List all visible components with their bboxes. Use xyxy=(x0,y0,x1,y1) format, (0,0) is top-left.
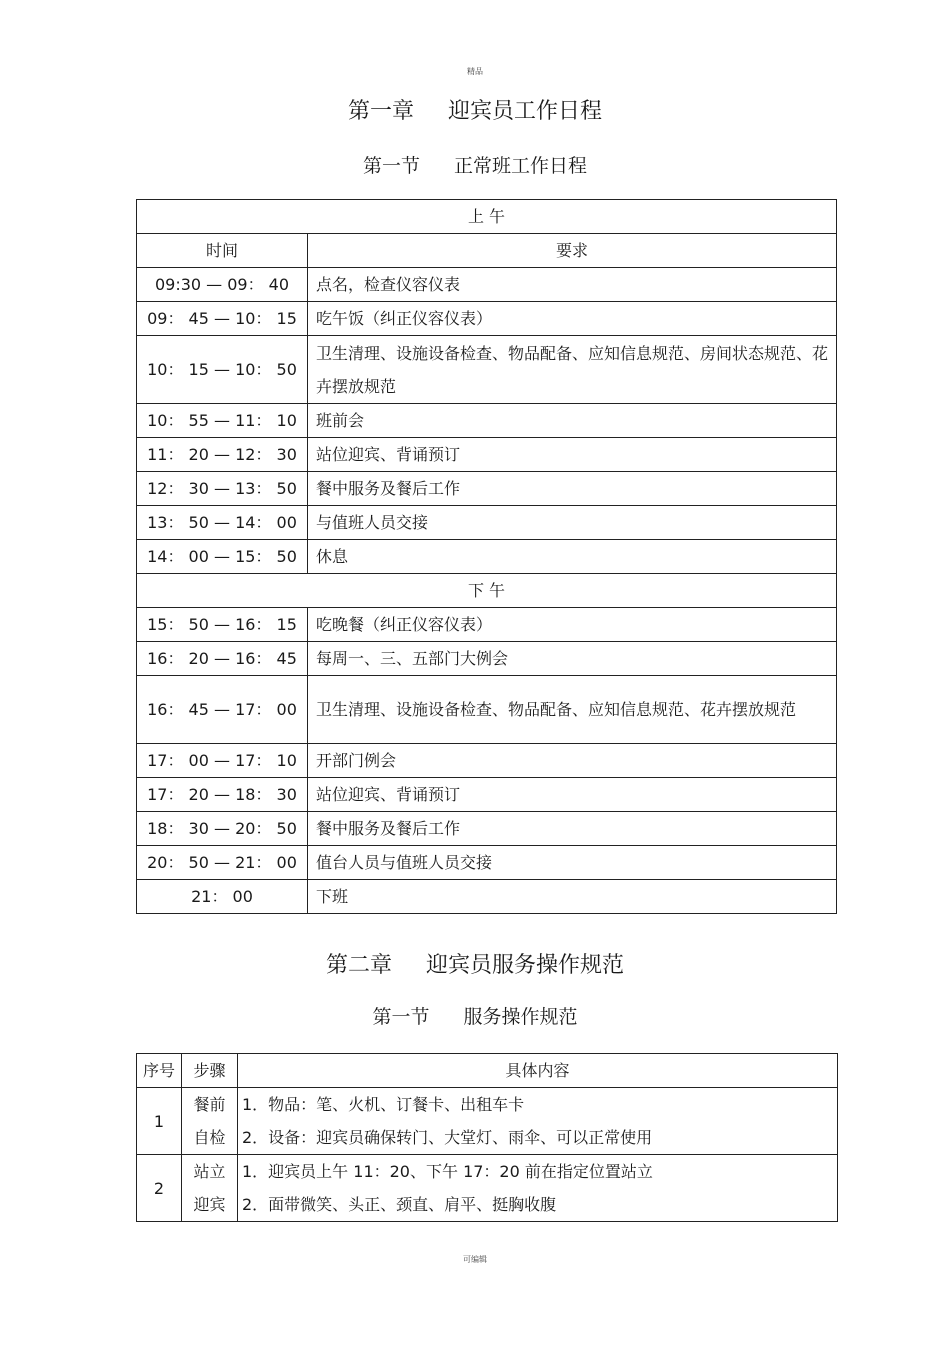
time-cell: 10： 15 — 10： 50 xyxy=(137,336,308,404)
requirement-cell: 站位迎宾、背诵预订 xyxy=(308,438,837,472)
content-cell xyxy=(238,1155,838,1222)
chapter2-title: 迎宾员服务操作规范 xyxy=(426,953,625,978)
content-cell xyxy=(238,1088,838,1155)
table-row xyxy=(137,1155,838,1222)
requirement-cell: 每周一、三、五部门大例会 xyxy=(308,642,837,676)
requirement-cell: 值台人员与值班人员交接 xyxy=(308,846,837,880)
chapter2-number: 第二章 xyxy=(325,953,392,978)
requirement-cell: 餐中服务及餐后工作 xyxy=(308,472,837,506)
col-header-step: 步骤 xyxy=(182,1054,238,1088)
table-row xyxy=(137,812,837,846)
footer-watermark: 可编辑 xyxy=(463,1255,487,1264)
col-header-time: 时间 xyxy=(137,234,308,268)
table-row xyxy=(137,302,837,336)
time-cell: 17： 00 — 17： 10 xyxy=(137,744,308,778)
service-table xyxy=(136,1053,838,1222)
morning-label: 上 午 xyxy=(137,200,837,234)
step-cell xyxy=(182,1155,238,1222)
number-cell: 1 xyxy=(137,1088,182,1155)
step-line: 餐前 xyxy=(193,1095,226,1114)
col-header-content: 具体内容 xyxy=(238,1054,838,1088)
step-line: 迎宾 xyxy=(193,1195,226,1214)
table-row xyxy=(137,880,837,914)
step-line: 自检 xyxy=(193,1128,226,1147)
table-row xyxy=(137,404,837,438)
table-row xyxy=(137,1088,838,1155)
requirement-cell: 卫生清理、设施设备检查、物品配备、应知信息规范、花卉摆放规范 xyxy=(308,676,837,744)
time-cell: 17： 20 — 18： 30 xyxy=(137,778,308,812)
section2-heading xyxy=(0,1002,950,1029)
number-cell: 2 xyxy=(137,1155,182,1222)
requirement-cell: 吃午饭（纠正仪容仪表） xyxy=(308,302,837,336)
chapter2-heading xyxy=(0,948,950,979)
section2-title: 服务操作规范 xyxy=(463,1006,578,1028)
step-cell xyxy=(182,1088,238,1155)
table-row xyxy=(137,472,837,506)
requirement-cell: 开部门例会 xyxy=(308,744,837,778)
requirement-cell: 卫生清理、设施设备检查、物品配备、应知信息规范、房间状态规范、花卉摆放规范 xyxy=(308,336,837,404)
requirement-cell: 下班 xyxy=(308,880,837,914)
content-line: 2．设备：迎宾员确保转门、大堂灯、雨伞、可以正常使用 xyxy=(242,1128,653,1147)
time-cell: 11： 20 — 12： 30 xyxy=(137,438,308,472)
step-line: 站立 xyxy=(193,1162,226,1181)
header-watermark: 精品 xyxy=(467,67,483,76)
chapter1-title: 迎宾员工作日程 xyxy=(448,99,603,124)
requirement-cell: 休息 xyxy=(308,540,837,574)
chapter1-number: 第一章 xyxy=(347,99,414,124)
afternoon-label: 下 午 xyxy=(137,574,837,608)
table-row xyxy=(137,676,837,744)
content-line: 1．物品：笔、火机、订餐卡、出租车卡 xyxy=(242,1095,525,1114)
time-cell: 14： 00 — 15： 50 xyxy=(137,540,308,574)
chapter1-heading xyxy=(0,94,950,125)
col-header-requirement: 要求 xyxy=(308,234,837,268)
time-cell: 20： 50 — 21： 00 xyxy=(137,846,308,880)
time-cell: 18： 30 — 20： 50 xyxy=(137,812,308,846)
time-cell: 12： 30 — 13： 50 xyxy=(137,472,308,506)
schedule-table xyxy=(136,199,837,914)
requirement-cell: 与值班人员交接 xyxy=(308,506,837,540)
section2-number: 第一节 xyxy=(372,1006,430,1028)
time-cell: 21： 00 xyxy=(137,880,308,914)
section1-heading xyxy=(0,151,950,178)
requirement-cell: 班前会 xyxy=(308,404,837,438)
requirement-cell: 餐中服务及餐后工作 xyxy=(308,812,837,846)
table-row xyxy=(137,846,837,880)
table-row xyxy=(137,642,837,676)
table-row xyxy=(137,438,837,472)
time-cell: 10： 55 — 11： 10 xyxy=(137,404,308,438)
time-cell: 16： 20 — 16： 45 xyxy=(137,642,308,676)
time-cell: 16： 45 — 17： 00 xyxy=(137,676,308,744)
time-cell: 09： 45 — 10： 15 xyxy=(137,302,308,336)
content-line: 1．迎宾员上午 11：20、下午 17：20 前在指定位置站立 xyxy=(242,1162,653,1181)
table-row xyxy=(137,744,837,778)
table-row xyxy=(137,540,837,574)
time-cell: 13： 50 — 14： 00 xyxy=(137,506,308,540)
requirement-cell: 点名，检查仪容仪表 xyxy=(308,268,837,302)
table-row xyxy=(137,778,837,812)
col-header-number: 序号 xyxy=(137,1054,182,1088)
content-line: 2．面带微笑、头正、颈直、肩平、挺胸收腹 xyxy=(242,1195,557,1214)
table-row xyxy=(137,268,837,302)
time-cell: 15： 50 — 16： 15 xyxy=(137,608,308,642)
requirement-cell: 吃晚餐（纠正仪容仪表） xyxy=(308,608,837,642)
requirement-cell: 站位迎宾、背诵预订 xyxy=(308,778,837,812)
section1-title: 正常班工作日程 xyxy=(454,155,588,177)
table-row xyxy=(137,336,837,404)
time-cell: 09:30 — 09： 40 xyxy=(137,268,308,302)
table-row xyxy=(137,608,837,642)
table-row xyxy=(137,506,837,540)
section1-number: 第一节 xyxy=(362,155,420,177)
